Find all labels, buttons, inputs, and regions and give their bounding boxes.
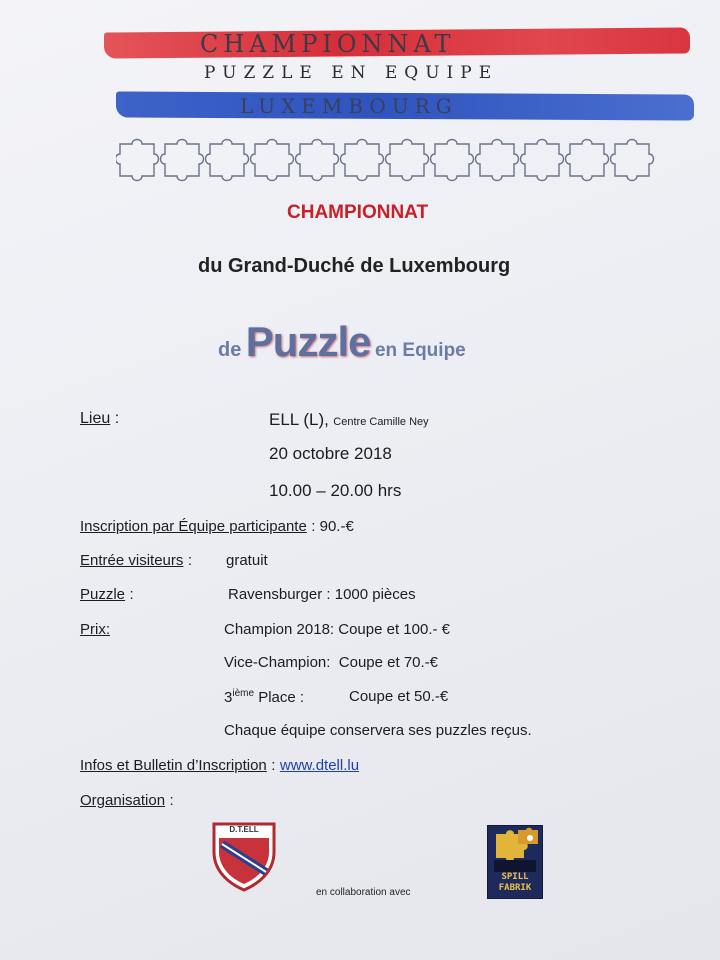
infos-row: [80, 757, 359, 775]
title-en-equipe: en Equipe: [374, 340, 466, 361]
puzzle-label: Puzzle: [80, 586, 126, 603]
spill-fabrik-text-2: FABRIK: [498, 883, 532, 893]
event-hours: 10.00 – 20.00 hrs: [269, 481, 402, 500]
puzzle-piece-icon: [386, 140, 429, 181]
banner-title-championnat: CHAMPIONNAT: [200, 30, 456, 58]
prix-third-sup: ième: [232, 688, 255, 699]
banner-luxembourg: LUXEMBOURG: [240, 94, 458, 118]
title-grand-duche: du Grand-Duché de Luxembourg: [198, 255, 511, 277]
prix-champion: Champion 2018: Coupe et 100.- €: [224, 621, 450, 638]
event-date: 20 octobre 2018: [269, 444, 392, 463]
infos-label: Infos et Bulletin d’Inscription: [80, 757, 267, 774]
prix-label: Prix:: [80, 621, 110, 638]
prix-third-num: 3: [224, 689, 233, 706]
title-puzzle-en-equipe: [218, 318, 466, 366]
title-championnat: CHAMPIONNAT: [287, 202, 429, 223]
lieu-label: Lieu: [80, 410, 111, 427]
puzzle-piece-icon: [296, 140, 339, 181]
entree-label: Entrée visiteurs: [80, 552, 184, 569]
lieu-detail: Centre Camille Ney: [333, 416, 429, 428]
puzzle-piece-icon: [476, 140, 519, 181]
puzzle-pieces-row: [116, 136, 676, 182]
dtell-logo: [212, 822, 276, 892]
dtell-logo-text: D.T.ELL: [229, 825, 259, 834]
infos-sep: :: [271, 757, 276, 774]
title-de: de: [218, 339, 242, 361]
organisation-row: [80, 792, 174, 810]
organisation-sep: :: [169, 792, 174, 809]
entree-row: [80, 552, 192, 570]
puzzle-piece-icon: [206, 140, 249, 181]
lieu-value-row: [269, 410, 429, 430]
puzzle-piece-icon: [341, 140, 384, 181]
puzzle-piece-icon: [521, 140, 564, 181]
lieu-sep: :: [114, 410, 120, 427]
infos-website-link[interactable]: www.dtell.lu: [279, 757, 360, 774]
puzzle-piece-icon: [251, 140, 294, 181]
spill-fabrik-logo: [487, 825, 543, 899]
entree-sep: :: [187, 552, 192, 569]
spill-fabrik-factory: [494, 860, 536, 872]
prix-third-place-label: Place :: [254, 689, 305, 706]
puzzle-sep: :: [129, 586, 134, 603]
lieu-row: [80, 410, 119, 428]
title-puzzle-word: Puzzle: [245, 318, 371, 365]
lieu-value: ELL (L),: [269, 410, 329, 429]
puzzle-piece-icon: [566, 140, 609, 181]
prix-third-value: Coupe et 50.-€: [349, 688, 449, 705]
entree-value: gratuit: [226, 552, 268, 569]
organisation-label: Organisation: [80, 792, 166, 809]
puzzle-piece-icon: [431, 140, 474, 181]
puzzle-piece-icon: [611, 140, 654, 181]
puzzle-piece-icon: [161, 140, 204, 181]
puzzle-row: [80, 586, 134, 604]
banner-subtitle: PUZZLE EN EQUIPE: [204, 63, 499, 83]
inscription-value: : 90.-€: [311, 518, 354, 535]
collaboration-text: en collaboration avec: [316, 887, 411, 898]
prix-note: Chaque équipe conservera ses puzzles reçus.: [224, 722, 532, 739]
puzzle-piece-icon: [116, 140, 159, 181]
prix-third-place: [224, 688, 304, 706]
prix-vice-champion: Vice-Champion: Coupe et 70.-€: [224, 654, 439, 671]
spill-fabrik-text-1: SPILL: [501, 872, 529, 882]
inscription-label: Inscription par Équipe participante: [80, 518, 307, 535]
puzzle-value: Ravensburger : 1000 pièces: [228, 586, 416, 603]
inscription-row: [80, 518, 354, 536]
